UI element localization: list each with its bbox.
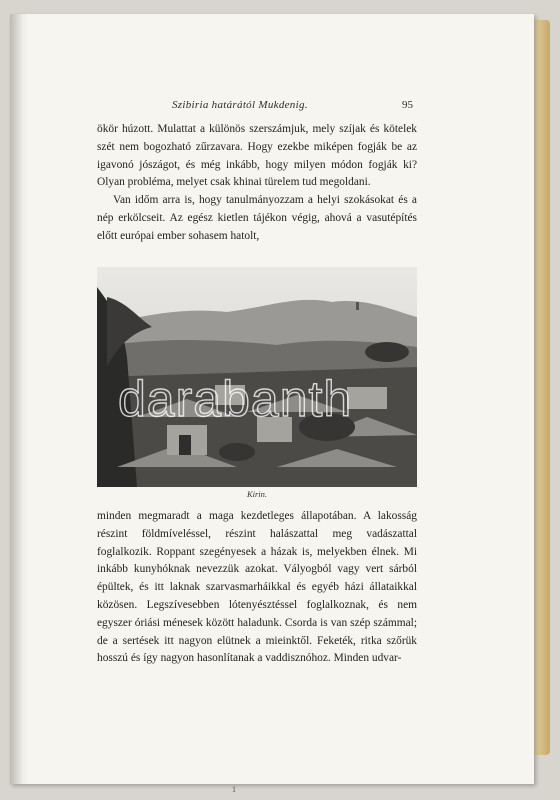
body-text-top xyxy=(97,121,417,246)
body-text-bottom xyxy=(97,508,417,668)
page-gutter xyxy=(10,14,28,784)
running-head: Szibiria határától Mukdenig. xyxy=(172,99,308,111)
paragraph: ökör húzott. Mulattat a különös szerszámjuk, mely szíjak és kötelek szét nem bogozható zűrzavara. Hogy ezekbe miképen fogják be az igavonó jószágot, és még inkább, hogy milyen módon fogják ki? Olyan probléma, melyet csak khinai türelem tud megoldani. xyxy=(97,123,417,189)
figure-caption: Kirin. xyxy=(246,489,268,499)
watermark: darabanth xyxy=(118,371,353,427)
bottom-mark: 1 xyxy=(232,785,236,794)
paragraph: Van időm arra is, hogy tanulmányozzam a helyi szokásokat és a nép erkölcseit. Az egész kietlen tájékon végig, ahová a vasutépítés előtt európai ember sohasem hatolt, xyxy=(97,194,417,242)
paragraph: minden megmaradt a maga kezdetleges állapotában. A lakosság részint földmíveléssel, részint halászattal meg vadászattal foglalkozik. Roppant szegényesek a házak is, melyekben élnek. Mi inkább kunyhóknak nevezzük azokat. Vályogból vagy vert sárból épültek, és itt laknak szarvasmarháikkal és egyéb házi állataikkal közösen. Legszívesebben lótenyésztéssel foglalkoznak, és nem egyszer óriási ménesek között haladunk. Csorda is van szép számmal; de a sertések itt nagyon elütnek a mieinktől. Feketék, ritka szőrük hosszú és így nagyon hasonlítanak a vaddisznóhoz. Minden udvar- xyxy=(97,510,417,665)
page-number: 95 xyxy=(402,99,413,111)
